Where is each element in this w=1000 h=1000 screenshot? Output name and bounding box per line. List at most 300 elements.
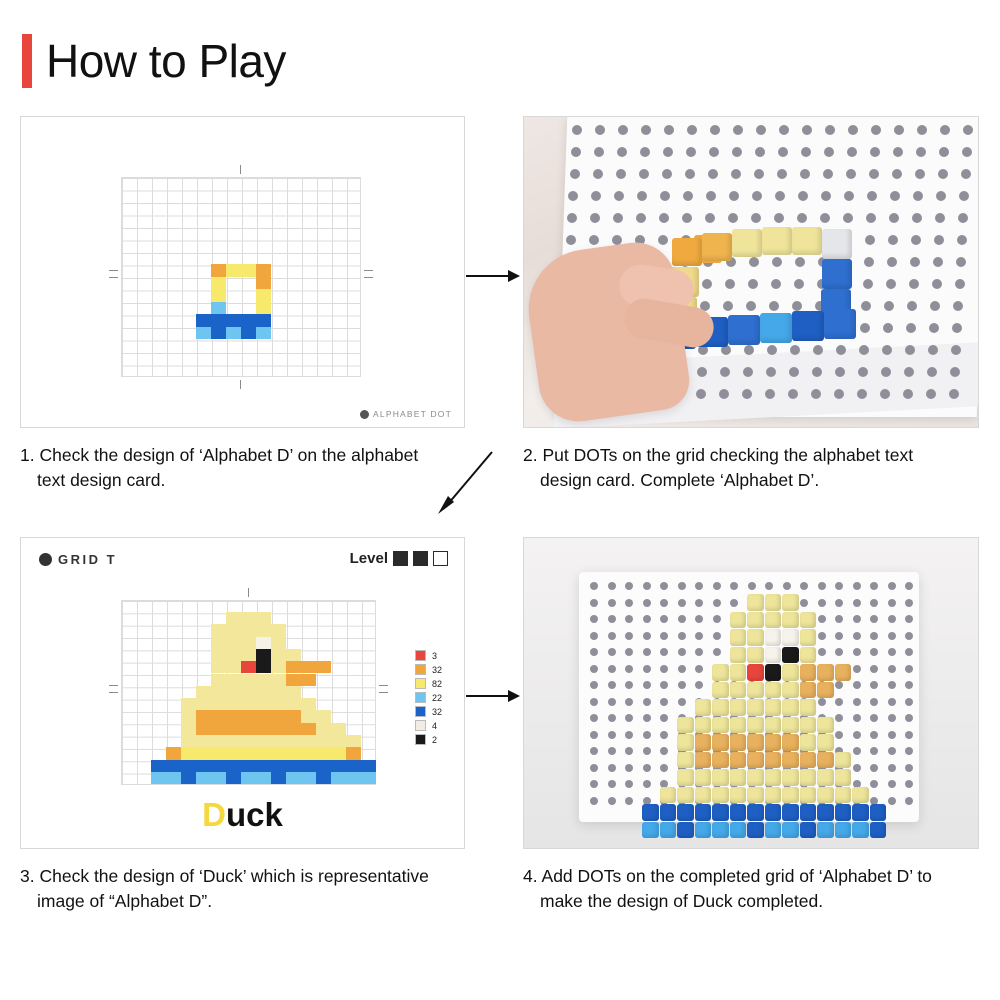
dot-block — [730, 629, 747, 646]
peg-hole — [940, 125, 950, 135]
peg-hole — [870, 648, 878, 656]
pixel-dot — [256, 277, 271, 290]
peg-hole — [888, 681, 896, 689]
peg-hole — [853, 615, 861, 623]
dot-block — [747, 752, 764, 769]
caption-line2: image of “Alphabet D”. — [37, 891, 213, 912]
peg-hole — [905, 797, 913, 805]
peg-hole — [905, 582, 913, 590]
peg-hole — [660, 665, 668, 673]
dot-block — [677, 804, 694, 821]
peg-hole — [617, 147, 627, 157]
level-label: Level — [349, 550, 388, 567]
peg-hole — [933, 257, 943, 267]
peg-hole — [800, 582, 808, 590]
dot-block — [747, 734, 764, 751]
dot-block — [730, 647, 747, 664]
peg-hole — [853, 599, 861, 607]
caption-line1: Put DOTs on the grid checking the alphabet text — [542, 445, 914, 465]
peg-hole — [590, 648, 598, 656]
dot-block — [765, 822, 782, 839]
peg-hole — [932, 279, 942, 289]
peg-hole — [961, 169, 971, 179]
dot-block — [695, 822, 712, 839]
peg-hole — [590, 714, 598, 722]
peg-hole — [905, 681, 913, 689]
dot-block — [800, 804, 817, 821]
dot-block — [730, 752, 747, 769]
pixel-dot — [211, 277, 226, 290]
tick-right-b — [379, 692, 388, 693]
caption-line2: text design card. — [37, 470, 166, 491]
peg-hole — [660, 698, 668, 706]
peg-hole — [732, 147, 742, 157]
grid-lines — [121, 177, 361, 377]
peg-hole — [625, 615, 633, 623]
peg-hole — [926, 389, 936, 399]
pixel-dot-wing — [196, 723, 316, 735]
peg-hole — [795, 257, 805, 267]
dot-block — [822, 259, 852, 289]
legend-item — [415, 692, 442, 703]
brand-label: ALPHABET DOT — [373, 409, 452, 419]
peg-hole — [643, 747, 651, 755]
peg-hole — [643, 632, 651, 640]
dot-block — [852, 804, 869, 821]
peg-hole — [818, 615, 826, 623]
dot-block — [817, 822, 834, 839]
pixel-dot — [256, 302, 271, 315]
peg-hole — [678, 648, 686, 656]
peg-hole — [834, 389, 844, 399]
pixel-dot — [196, 314, 211, 327]
peg-hole — [643, 764, 651, 772]
peg-hole — [625, 797, 633, 805]
peg-hole — [643, 648, 651, 656]
peg-hole — [771, 279, 781, 289]
peg-hole — [731, 169, 741, 179]
panel-step4-photo — [523, 537, 979, 849]
peg-hole — [853, 681, 861, 689]
peg-hole — [892, 169, 902, 179]
tick-left-b — [109, 277, 118, 278]
caption-line1: Add DOTs on the completed grid of ‘Alphabet D’ to — [541, 866, 932, 886]
pixel-dot — [256, 264, 271, 277]
pixel-dot — [256, 327, 271, 340]
dot-block — [730, 664, 747, 681]
peg-hole — [894, 125, 904, 135]
peg-hole — [608, 599, 616, 607]
tick-left-a — [109, 685, 118, 686]
peg-hole — [957, 235, 967, 245]
peg-hole — [888, 615, 896, 623]
dot-block — [817, 804, 834, 821]
duck-card-grid — [121, 600, 376, 785]
dot-block — [817, 752, 834, 769]
peg-hole — [608, 648, 616, 656]
dot-block — [817, 769, 834, 786]
peg-hole — [870, 632, 878, 640]
dot-block — [695, 734, 712, 751]
dot-block — [822, 229, 852, 259]
legend-swatch — [415, 650, 426, 661]
dot-block — [765, 612, 782, 629]
peg-hole — [625, 681, 633, 689]
dot-block — [852, 787, 869, 804]
peg-hole — [910, 257, 920, 267]
peg-hole — [835, 599, 843, 607]
peg-hole — [778, 147, 788, 157]
peg-hole — [893, 147, 903, 157]
dot-block — [747, 787, 764, 804]
dot-block — [817, 682, 834, 699]
dot-block — [712, 664, 729, 681]
peg-hole — [835, 615, 843, 623]
peg-hole — [766, 367, 776, 377]
peg-hole — [871, 125, 881, 135]
peg-hole — [905, 615, 913, 623]
peg-hole — [608, 731, 616, 739]
peg-hole — [695, 665, 703, 673]
caption-line1: Check the design of ‘Duck’ which is representative — [39, 866, 429, 886]
peg-hole — [571, 147, 581, 157]
caption-step4 — [523, 864, 983, 915]
dot-block — [800, 647, 817, 664]
peg-hole — [687, 125, 697, 135]
peg-hole — [818, 698, 826, 706]
peg-hole — [903, 389, 913, 399]
peg-hole — [643, 665, 651, 673]
legend-item — [415, 650, 442, 661]
peg-hole — [870, 731, 878, 739]
peg-hole — [853, 714, 861, 722]
legend-swatch — [415, 664, 426, 675]
peg-hole — [818, 582, 826, 590]
dot-block — [800, 717, 817, 734]
dot-block — [800, 822, 817, 839]
peg-hole — [911, 235, 921, 245]
dot-block — [712, 682, 729, 699]
peg-hole — [625, 698, 633, 706]
peg-hole — [590, 632, 598, 640]
dot-block — [817, 664, 834, 681]
dot-block — [800, 752, 817, 769]
dot-block — [800, 682, 817, 699]
dot-block — [730, 769, 747, 786]
dot-block — [730, 734, 747, 751]
caption-step1 — [20, 443, 472, 494]
peg-hole — [643, 731, 651, 739]
peg-hole — [702, 279, 712, 289]
arrow-step3-to-step4 — [466, 688, 520, 704]
dot-block — [870, 822, 887, 839]
peg-hole — [695, 615, 703, 623]
dot-block — [732, 229, 762, 257]
peg-hole — [593, 169, 603, 179]
dot-icon — [360, 410, 369, 419]
dot-block — [782, 734, 799, 751]
peg-hole — [888, 747, 896, 755]
dot-block — [765, 629, 782, 646]
pixel-dot — [196, 327, 211, 340]
legend-swatch — [415, 692, 426, 703]
peg-hole — [853, 764, 861, 772]
dot-block — [782, 769, 799, 786]
caption-line2: design card. Complete ‘Alphabet D’. — [540, 470, 820, 491]
peg-hole — [748, 582, 756, 590]
peg-hole — [660, 615, 668, 623]
peg-hole — [858, 367, 868, 377]
peg-hole — [695, 582, 703, 590]
dot-block — [835, 664, 852, 681]
peg-hole — [595, 125, 605, 135]
dot-block — [782, 594, 799, 611]
tick-right-a — [379, 685, 388, 686]
peg-hole — [835, 698, 843, 706]
peg-hole — [590, 780, 598, 788]
dot-block — [782, 787, 799, 804]
peg-hole — [938, 169, 948, 179]
pixel-dot-water — [316, 772, 331, 784]
peg-hole — [608, 747, 616, 755]
dot-block — [677, 769, 694, 786]
peg-hole — [794, 279, 804, 289]
dot-block — [782, 682, 799, 699]
peg-hole — [744, 345, 754, 355]
dot-block — [747, 647, 764, 664]
legend-item — [415, 706, 442, 717]
dot-block — [712, 734, 729, 751]
peg-hole — [800, 599, 808, 607]
dot-block — [765, 699, 782, 716]
peg-hole — [695, 599, 703, 607]
dot-block — [782, 717, 799, 734]
dot-block — [817, 717, 834, 734]
peg-hole — [853, 582, 861, 590]
peg-hole — [823, 169, 833, 179]
peg-hole — [904, 367, 914, 377]
dot-block — [677, 787, 694, 804]
peg-hole — [696, 389, 706, 399]
peg-hole — [888, 665, 896, 673]
peg-hole — [811, 389, 821, 399]
dot-block — [800, 629, 817, 646]
peg-hole — [888, 698, 896, 706]
peg-hole — [660, 714, 668, 722]
peg-hole — [749, 257, 759, 267]
peg-hole — [713, 632, 721, 640]
pixel-dot — [166, 747, 361, 759]
peg-hole — [767, 345, 777, 355]
peg-hole — [625, 747, 633, 755]
peg-hole — [955, 279, 965, 289]
level-indicator — [350, 550, 448, 567]
peg-hole — [708, 169, 718, 179]
dot-block — [835, 787, 852, 804]
dot-block — [747, 612, 764, 629]
pixel-dot — [166, 747, 181, 759]
peg-hole — [658, 235, 668, 245]
peg-hole — [625, 599, 633, 607]
dot-block — [765, 787, 782, 804]
dot-block — [835, 822, 852, 839]
peg-hole — [754, 169, 764, 179]
peg-hole — [643, 714, 651, 722]
pixel-dot — [211, 264, 226, 277]
peg-hole — [625, 731, 633, 739]
peg-hole — [572, 125, 582, 135]
legend-item — [415, 664, 442, 675]
pixel-dot-beak — [286, 674, 316, 686]
pixel-dot — [181, 698, 316, 710]
dot-block — [782, 664, 799, 681]
panel-step2-photo — [523, 116, 979, 428]
peg-hole — [824, 147, 834, 157]
peg-hole — [870, 665, 878, 673]
legend-swatch — [415, 706, 426, 717]
peg-hole — [755, 147, 765, 157]
legend-count: 32 — [431, 664, 442, 675]
peg-hole — [857, 389, 867, 399]
peg-hole — [695, 681, 703, 689]
peg-hole — [660, 731, 668, 739]
peg-hole — [905, 632, 913, 640]
peg-hole — [730, 599, 738, 607]
peg-hole — [801, 147, 811, 157]
peg-hole — [590, 665, 598, 673]
peg-hole — [697, 367, 707, 377]
peg-hole — [725, 279, 735, 289]
peg-hole — [625, 648, 633, 656]
peg-hole — [710, 125, 720, 135]
dot-block — [792, 227, 822, 255]
step-number: 3. — [20, 866, 35, 886]
peg-hole — [800, 169, 810, 179]
peg-hole — [847, 147, 857, 157]
dot-block — [792, 311, 824, 341]
dot-block — [782, 752, 799, 769]
panel-step1-design-card — [20, 116, 465, 428]
peg-hole — [870, 582, 878, 590]
peg-hole — [886, 279, 896, 289]
duck-word-initial: D — [202, 796, 226, 833]
peg-hole — [616, 169, 626, 179]
dot-block — [852, 822, 869, 839]
peg-hole — [835, 367, 845, 377]
peg-hole — [625, 582, 633, 590]
dot-block — [747, 769, 764, 786]
peg-hole — [713, 615, 721, 623]
tick-left-a — [109, 270, 118, 271]
dot-block — [695, 769, 712, 786]
peg-hole — [888, 235, 898, 245]
peg-hole — [713, 599, 721, 607]
dot-block — [835, 752, 852, 769]
dot-block — [765, 682, 782, 699]
title-text: How to Play — [46, 35, 286, 87]
dot-block — [730, 699, 747, 716]
peg-hole — [640, 147, 650, 157]
dot-block — [695, 787, 712, 804]
peg-hole — [905, 345, 915, 355]
peg-hole — [643, 582, 651, 590]
arrow-step2-to-step3 — [430, 450, 500, 520]
dot-block — [800, 612, 817, 629]
peg-hole — [853, 665, 861, 673]
peg-hole — [660, 582, 668, 590]
dot-block — [747, 682, 764, 699]
peg-hole — [846, 169, 856, 179]
peg-hole — [643, 615, 651, 623]
peg-hole — [928, 345, 938, 355]
peg-hole — [748, 279, 758, 289]
peg-hole — [853, 731, 861, 739]
tick-top — [240, 165, 241, 174]
peg-hole — [678, 632, 686, 640]
level-cube-filled — [413, 551, 428, 566]
peg-hole — [772, 257, 782, 267]
peg-hole — [870, 698, 878, 706]
dot-block — [765, 594, 782, 611]
peg-hole — [939, 147, 949, 157]
peg-hole — [733, 125, 743, 135]
dot-block — [800, 734, 817, 751]
peg-hole — [730, 582, 738, 590]
dot-block — [747, 822, 764, 839]
peg-hole — [685, 169, 695, 179]
peg-hole — [590, 698, 598, 706]
dot-block — [782, 647, 799, 664]
dot-block — [747, 717, 764, 734]
peg-hole — [905, 698, 913, 706]
peg-hole — [643, 681, 651, 689]
legend-count: 32 — [431, 706, 442, 717]
legend-swatch — [415, 720, 426, 731]
peg-hole — [853, 698, 861, 706]
peg-hole — [853, 648, 861, 656]
dot-icon — [39, 553, 52, 566]
peg-hole — [594, 147, 604, 157]
peg-hole — [608, 714, 616, 722]
color-legend — [415, 650, 442, 745]
pixel-dot — [226, 314, 241, 327]
pixel-dot-water — [226, 772, 241, 784]
peg-hole — [835, 714, 843, 722]
peg-hole — [870, 764, 878, 772]
dot-block — [765, 664, 782, 681]
peg-hole — [951, 345, 961, 355]
pixel-dot — [196, 686, 301, 698]
caption-line1: Check the design of ‘Alphabet D’ on the alphabet — [39, 445, 419, 465]
dot-block — [870, 804, 887, 821]
peg-hole — [962, 147, 972, 157]
step-number: 4. — [523, 866, 538, 886]
peg-hole — [713, 648, 721, 656]
peg-hole — [608, 615, 616, 623]
peg-hole — [802, 125, 812, 135]
peg-hole — [590, 615, 598, 623]
peg-hole — [934, 235, 944, 245]
peg-hole — [765, 389, 775, 399]
dot-block — [712, 787, 729, 804]
peg-hole — [836, 345, 846, 355]
peg-hole — [608, 582, 616, 590]
dot-block — [712, 752, 729, 769]
peg-hole — [618, 125, 628, 135]
peg-hole — [905, 747, 913, 755]
dot-block — [747, 629, 764, 646]
peg-hole — [956, 257, 966, 267]
